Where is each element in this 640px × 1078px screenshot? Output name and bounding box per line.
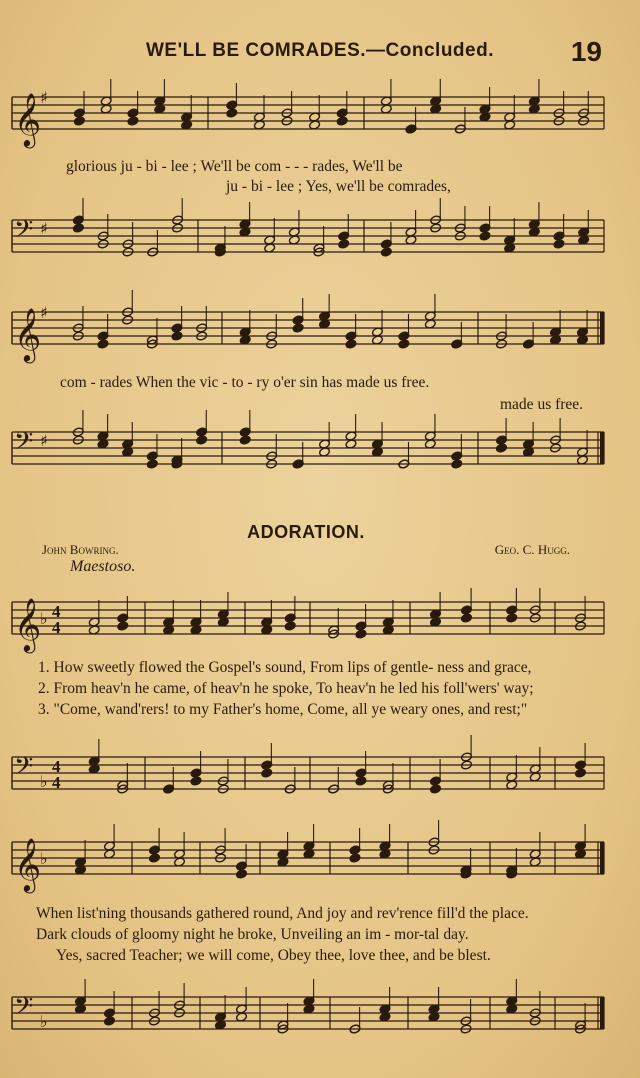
note-head: [349, 853, 361, 863]
song1-system2-treble-staff: [0, 300, 640, 370]
song1-system1-lyric-line2: ju - bi - lee ; Yes, we'll be comrades,: [226, 178, 451, 195]
treble-clef-icon: 𝄞: [14, 307, 42, 361]
song1-system2-bass-staff: [0, 420, 640, 490]
time-signature-top: 4: [52, 757, 61, 776]
note-head: [73, 116, 85, 126]
note-head: [171, 331, 183, 341]
note-head: [336, 116, 348, 126]
note-head: [261, 768, 273, 778]
note-head: [398, 339, 410, 349]
flat-key-icon: ♭: [40, 1012, 48, 1031]
treble-clef-icon: 𝄞: [14, 837, 42, 891]
hymn-system2-treble-staff: [0, 830, 640, 890]
note-head: [127, 116, 139, 126]
hymn-system1-bass-staff: [0, 745, 640, 805]
note-head: [479, 231, 491, 241]
note-head: [284, 621, 296, 631]
time-signature-bottom: 4: [52, 618, 61, 637]
tempo-marking: Maestoso.: [70, 558, 136, 575]
note-head: [196, 435, 208, 445]
page-header-title: WE'LL BE COMRADES.—Concluded.: [145, 40, 494, 61]
time-signature-bottom: 4: [52, 773, 61, 792]
note-head: [97, 339, 109, 349]
note-head: [226, 108, 238, 118]
note-head: [338, 239, 350, 249]
flat-key-icon: ♭: [40, 772, 48, 791]
song1-system1-bass-staff: [0, 208, 640, 278]
note-head: [355, 776, 367, 786]
sharp-key-icon: ♯: [40, 88, 48, 107]
flat-key-icon: ♭: [40, 609, 48, 628]
bass-clef-icon: 𝄢: [14, 752, 34, 787]
song1-system1-lyric-line1: glorious ju - bi - lee ; We'll be com - - - rades, We'll be: [66, 158, 403, 175]
hymn-composer: Geo. C. Hugg.: [494, 542, 570, 557]
note-head: [146, 459, 158, 469]
note-head: [149, 853, 161, 863]
hymn-author: John Bowring.: [42, 542, 119, 557]
hymn-verse1-line2: When list'ning thousands gathered round, And joy and rev'rence fill'd the place.: [36, 905, 529, 922]
note-head: [575, 768, 587, 778]
hymn-verse3-line2: Yes, sacred Teacher; we will come, Obey thee, love thee, and be blest.: [56, 947, 491, 964]
song1-system2-lyric-line2: made us free.: [500, 396, 584, 413]
bass-clef-icon: 𝄢: [14, 992, 34, 1027]
song1-system1-treble-staff: [0, 85, 640, 155]
note-head: [506, 613, 518, 623]
sharp-key-icon: ♯: [40, 219, 48, 238]
note-head: [380, 247, 392, 257]
hymn-verse2-line2: Dark clouds of gloomy night he broke, Unveiling an im - mor-tal day.: [36, 926, 469, 943]
note-head: [345, 339, 357, 349]
hymn-system2-bass-staff: [0, 985, 640, 1045]
hymn-verse2-line1: 2. From heav'n he came, of heav'n he spoke, To heav'n he led his foll'wers' way;: [38, 680, 534, 697]
song1-system2-lyric-line1: com - rades When the vic - to - ry o'er sin has made us free.: [60, 374, 430, 391]
note-head: [461, 613, 473, 623]
hymn-verse3-line1: 3. "Come, wand'rers! to my Father's home, Come, all ye weary ones, and rest;": [38, 701, 528, 718]
note-head: [292, 323, 304, 333]
treble-clef-icon: 𝄞: [14, 597, 42, 651]
time-signature-top: 4: [52, 602, 61, 621]
hymn-verse1-line1: 1. How sweetly flowed the Gospel's sound, From lips of gentle- ness and grace,: [38, 659, 532, 676]
bass-clef-icon: 𝄢: [14, 215, 34, 250]
note-head: [496, 443, 508, 453]
note-head: [355, 629, 367, 639]
note-head: [104, 1016, 116, 1026]
bass-clef-icon: 𝄢: [14, 427, 34, 462]
note-head: [451, 459, 463, 469]
treble-clef-icon: 𝄞: [14, 92, 42, 146]
note-head: [239, 435, 251, 445]
flat-key-icon: ♭: [40, 849, 48, 868]
note-head: [236, 869, 248, 879]
note-head: [117, 621, 129, 631]
sharp-key-icon: ♯: [40, 303, 48, 322]
hymn-title: ADORATION.: [247, 522, 365, 542]
sharp-key-icon: ♯: [40, 431, 48, 450]
note-head: [553, 239, 565, 249]
page-number: 19: [570, 36, 602, 67]
hymn-system1-treble-staff: [0, 590, 640, 650]
note-head: [430, 784, 442, 794]
note-head: [72, 223, 84, 233]
note-head: [190, 776, 202, 786]
